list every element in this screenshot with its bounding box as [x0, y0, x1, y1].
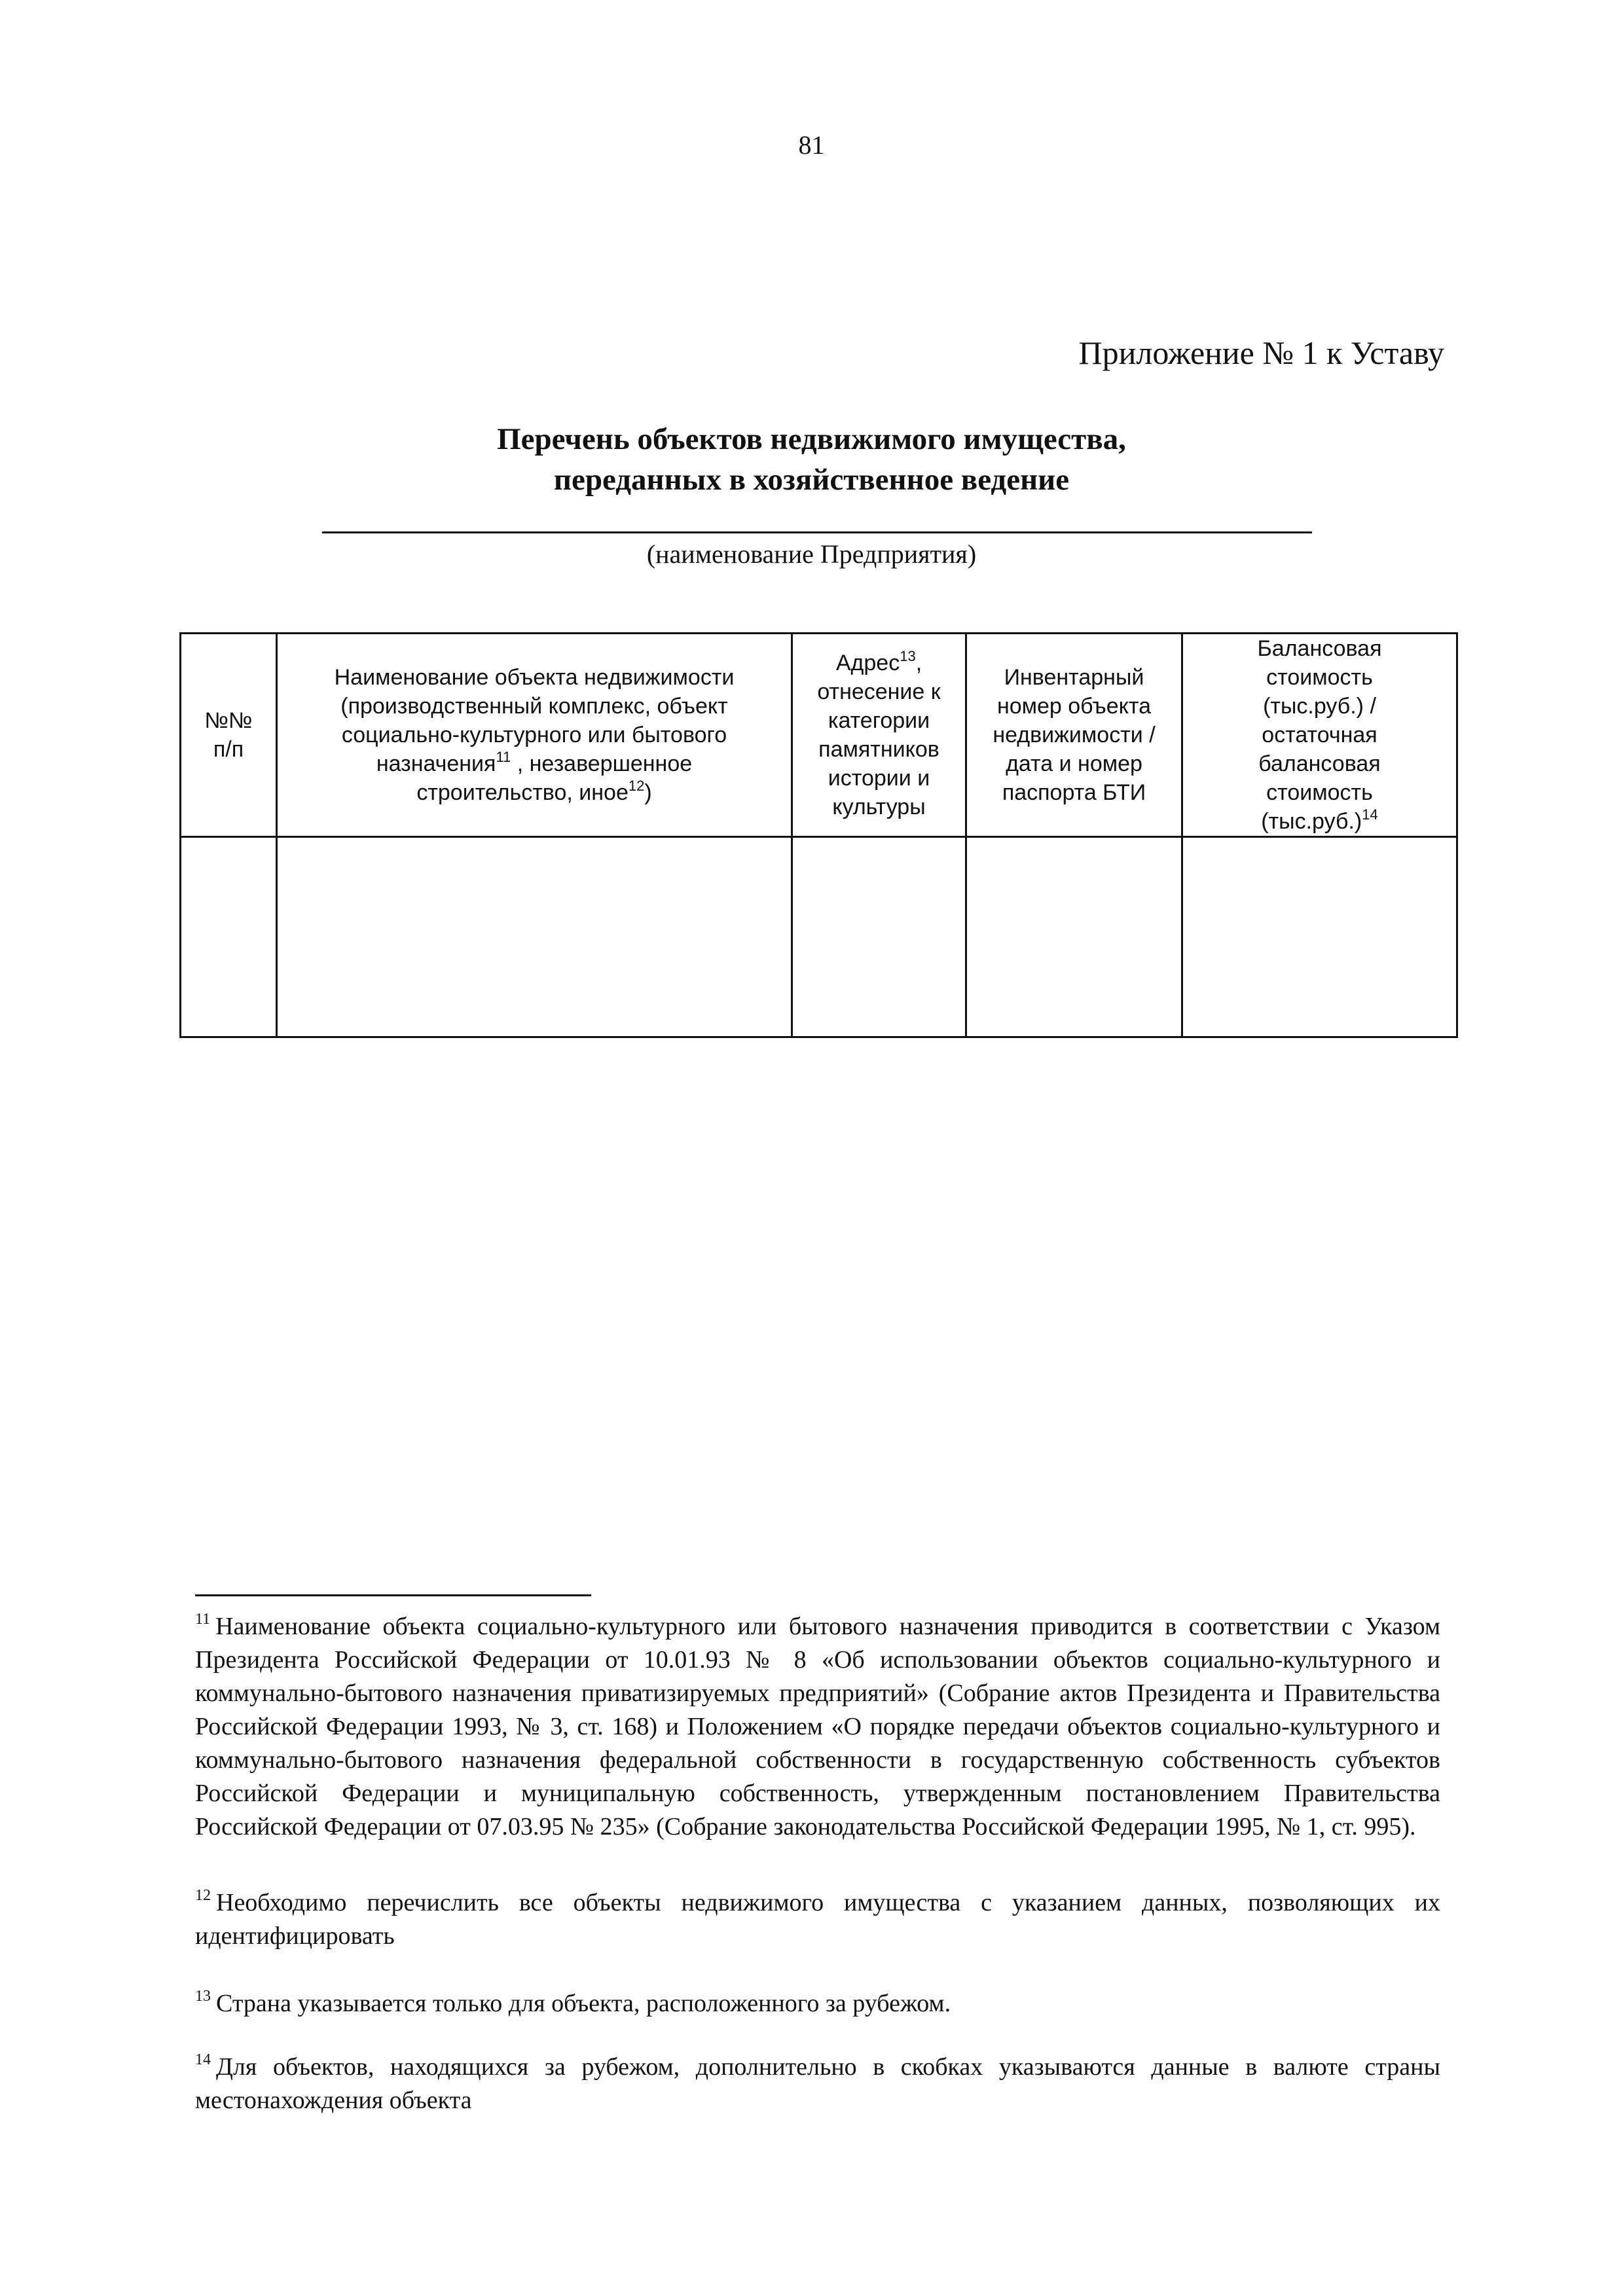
footnote-text: Наименование объекта социально-культурного или бытового назначения приводится в соответствии с Указом Президента Российской Федерации от 10.01.93 № 8 «Об использовании объектов социально-культурного и коммунально-бытового назначения приватизируемых предприятий» (Собрание актов Президента и Правительства Российской Федерации 1993, № 3, ст. 168) и Положением «О порядке передачи объектов социально-культурного и коммунально-бытового назначения федеральной собственности в государственную собственность субъектов Российской Федерации и муниципальную собственность, утвержденным постановлением Правительства Российской Федерации от 07.03.95 № 235» (Собрание законодательства Российской Федерации 1995, № 1, ст. 995). [195, 1613, 1440, 1840]
footnote-ref-11: 11 [496, 749, 511, 765]
document-title-line-2: переданных в хозяйственное ведение [553, 463, 1070, 497]
footnote-mark: 13 [195, 1988, 211, 2005]
table-cell [792, 837, 966, 1037]
real-estate-table [179, 632, 1458, 1038]
footnote-ref-12: 12 [628, 778, 645, 794]
footnote-11 [195, 1610, 1440, 1844]
header-address: Адрес$^{13}$, отнесение к категории памятников истории и культуры [792, 634, 966, 837]
table-cell [181, 837, 277, 1037]
table-cell [1182, 837, 1457, 1037]
enterprise-name-caption: (наименование Предприятия) [646, 539, 977, 569]
footnote-text: Необходимо перечислить все объекты недвижимого имущества с указанием данных, позволяющих их идентифицировать [195, 1889, 1440, 1950]
footnote-ref-14: 14 [1362, 806, 1378, 823]
header-inventory-number: Инвентарный номер объекта недвижимости / дата и номер паспорта БТИ [966, 634, 1182, 837]
page-number: 81 [798, 130, 825, 160]
footnote-ref-13: 13 [900, 648, 916, 664]
document-title [0, 419, 1623, 500]
enterprise-name-line [322, 531, 1312, 533]
header-object-name: Наименование объекта недвижимости (производственный комплекс, объект социально-культурного или бытового назначения$^{11}$ , незавершенное строительство, иное$^{12}$) [277, 634, 792, 837]
document-title-line-1: Перечень объектов недвижимого имущества, [497, 422, 1126, 456]
header-number: №№ п/п [181, 634, 277, 837]
table-header-row [181, 634, 1457, 837]
header-balance-value: Балансовая стоимость (тыс.руб.) / остаточная балансовая стоимость $(тыс.руб.)^{14}$ [1182, 634, 1457, 837]
footnote-14 [195, 2051, 1440, 2117]
table-cell [966, 837, 1182, 1037]
footnote-mark: 12 [195, 1887, 211, 1904]
footnote-13 [195, 1987, 1440, 2020]
footnote-mark: 11 [195, 1611, 211, 1628]
footnote-text: Для объектов, находящихся за рубежом, дополнительно в скобках указываются данные в валюте страны местонахождения объекта [195, 2053, 1440, 2114]
footnote-12 [195, 1886, 1440, 1953]
table-cell [277, 837, 792, 1037]
table-row [181, 837, 1457, 1037]
appendix-reference: Приложение № 1 к Уставу [1078, 334, 1444, 371]
footnote-separator [195, 1594, 591, 1596]
footnote-mark: 14 [195, 2051, 211, 2068]
footnote-text: Страна указывается только для объекта, расположенного за рубежом. [216, 1990, 951, 2017]
